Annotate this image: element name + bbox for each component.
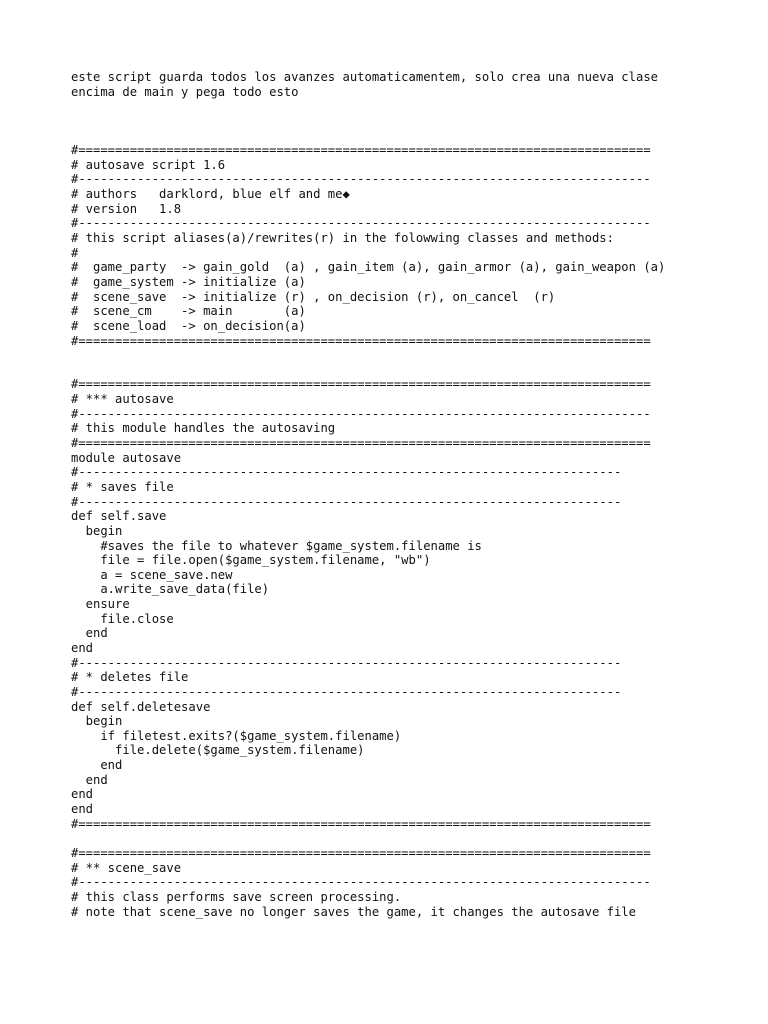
intro-line: encima de main y pega todo esto bbox=[71, 84, 299, 99]
code-line: #-------------------------------------------------------------------------- bbox=[71, 684, 622, 699]
blank-line bbox=[71, 99, 761, 114]
code-line: end bbox=[71, 802, 94, 817]
document-page bbox=[71, 70, 761, 919]
code-line: # note that scene_save no longer saves the game, it changes the autosave file bbox=[71, 904, 636, 919]
code-line: def self.save bbox=[71, 509, 167, 524]
code-line: file.close bbox=[71, 611, 174, 626]
code-line: #-------------------------------------------------------------------------- bbox=[71, 494, 622, 509]
code-line: # scene_load -> on_decision(a) bbox=[71, 318, 306, 333]
code-line: end bbox=[71, 626, 108, 641]
code-line: ensure bbox=[71, 597, 130, 612]
code-line: #============================================================================== bbox=[71, 143, 651, 158]
code-line: #------------------------------------------------------------------------------ bbox=[71, 172, 651, 187]
blank-line bbox=[71, 831, 761, 846]
code-line: # version 1.8 bbox=[71, 201, 182, 216]
code-line: # this module handles the autosaving bbox=[71, 421, 336, 436]
code-line: #============================================================================== bbox=[71, 816, 651, 831]
code-line: # autosave script 1.6 bbox=[71, 157, 226, 172]
code-line: #============================================================================== bbox=[71, 436, 651, 451]
code-line: # scene_cm -> main (a) bbox=[71, 304, 306, 319]
code-line: # game_party -> gain_gold (a) , gain_item (a), gain_armor (a), gain_weapon (a) bbox=[71, 260, 666, 275]
code-line: # scene_save -> initialize (r) , on_decision (r), on_cancel (r) bbox=[71, 289, 556, 304]
blank-line bbox=[71, 114, 761, 129]
code-line: end bbox=[71, 758, 123, 773]
code-line: #============================================================================== bbox=[71, 333, 651, 348]
code-line: end bbox=[71, 787, 94, 802]
code-line: # game_system -> initialize (a) bbox=[71, 274, 306, 289]
code-line: #-------------------------------------------------------------------------- bbox=[71, 655, 622, 670]
blank-line bbox=[71, 348, 761, 363]
code-line: #============================================================================== bbox=[71, 845, 651, 860]
code-line: # *** autosave bbox=[71, 392, 174, 407]
code-line: a = scene_save.new bbox=[71, 567, 233, 582]
code-line: a.write_save_data(file) bbox=[71, 582, 270, 597]
blank-line bbox=[71, 363, 761, 378]
code-line: #============================================================================== bbox=[71, 377, 651, 392]
code-line: end bbox=[71, 640, 94, 655]
code-line: def self.deletesave bbox=[71, 699, 211, 714]
intro-line: este script guarda todos los avanzes automaticamentem, solo crea una nueva clase bbox=[71, 70, 658, 84]
code-line: # * saves file bbox=[71, 479, 174, 494]
code-line: # this class performs save screen processing. bbox=[71, 889, 402, 904]
code-line: file.delete($game_system.filename) bbox=[71, 743, 365, 758]
code-line: #------------------------------------------------------------------------------ bbox=[71, 216, 651, 231]
code-line: # * deletes file bbox=[71, 670, 189, 685]
blank-line bbox=[71, 129, 761, 144]
code-line: begin bbox=[71, 714, 123, 729]
code-line: #saves the file to whatever $game_system.filename is bbox=[71, 538, 482, 553]
code-line: begin bbox=[71, 523, 123, 538]
code-line: file = file.open($game_system.filename, "wb") bbox=[71, 553, 431, 568]
code-line: module autosave bbox=[71, 450, 182, 465]
code-line: # this script aliases(a)/rewrites(r) in the folowwing classes and methods: bbox=[71, 231, 614, 246]
code-line: # authors darklord, blue elf and me◆ bbox=[71, 187, 350, 202]
code-line: #------------------------------------------------------------------------------ bbox=[71, 875, 651, 890]
code-line: if filetest.exits?($game_system.filename) bbox=[71, 728, 402, 743]
code-line: #-------------------------------------------------------------------------- bbox=[71, 465, 622, 480]
code-line: # bbox=[71, 245, 79, 260]
code-line: # ** scene_save bbox=[71, 860, 182, 875]
code-line: #------------------------------------------------------------------------------ bbox=[71, 406, 651, 421]
code-line: end bbox=[71, 772, 108, 787]
